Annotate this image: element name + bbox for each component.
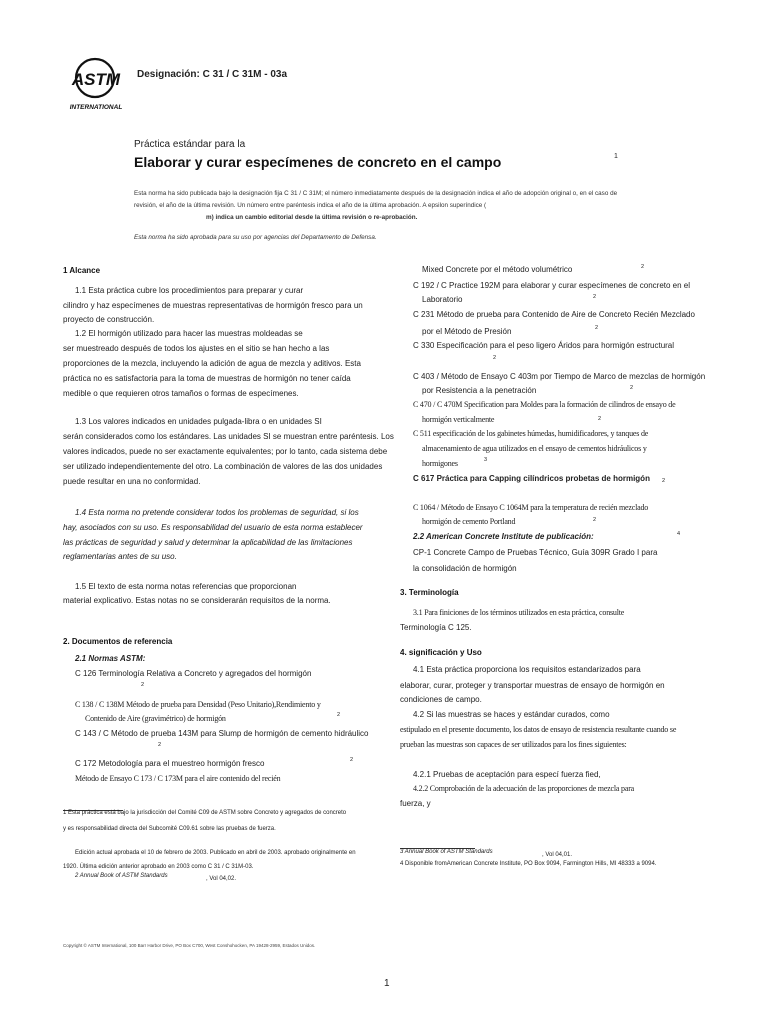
footnote-ref-right: 2 — [641, 264, 645, 270]
text-line-footnotes_left: 1 Esta práctica está bajo la jurisdicción del Comité C09 de ASTM sobre Concreto y agregados de concreto — [63, 810, 347, 816]
intro-paragraph — [134, 188, 744, 224]
text-line-right: 3.1 Para finiciones de los términos utilizados en esta práctica, consulte — [413, 608, 625, 617]
text-line-right: 4.2.1 Pruebas de aceptación para especí fuerza fied, — [413, 770, 601, 779]
text-line-right: 4.2 Si las muestras se haces y estándar curados, como — [413, 710, 610, 719]
text-line-footnotes_left: 1920. Última edición anterior aprobado en 2003 como C 31 / C 31M-03. — [63, 864, 254, 870]
text-line-footnotes_right: , Vol 04,01. — [542, 852, 573, 858]
text-line-right: la consolidación de hormigón — [413, 564, 517, 573]
logo-text: ASTM — [71, 70, 121, 89]
footnote-ref-left: 2 — [141, 682, 145, 688]
text-line-left: medible o que requieren otros tamaños o formas de especímenes. — [63, 389, 299, 398]
text-line-right: C 470 / C 470M Specification para Moldes para la formación de cilindros de ensayo de — [413, 400, 676, 409]
text-line-right: C 403 / Método de Ensayo C 403m por Tiempo de Marco de mezclas de hormigón — [413, 372, 706, 381]
text-line-left: C 138 / C 138M Método de prueba para Densidad (Peso Unitario),Rendimiento y — [75, 700, 321, 709]
footnote-ref-right: 2 — [662, 478, 666, 484]
text-line-left: Contenido de Aire (gravimétrico) de hormigón — [85, 714, 226, 723]
text-line-right: por el Método de Presión — [422, 327, 512, 336]
text-line-right: 3. Terminología — [400, 588, 459, 597]
text-line-left: C 143 / C Método de prueba 143M para Slump de hormigón de cemento hidráulico — [75, 729, 369, 738]
text-line-right: CP-1 Concrete Campo de Pruebas Técnico, Guía 309R Grado I para — [413, 548, 658, 557]
text-line-footnotes_left: Edición actual aprobada el 10 de febrero de 2003. Publicado en abril de 2003. aprobado originalmente en — [75, 850, 356, 856]
text-line-left: práctica no es satisfactoria para la toma de muestras de hormigón no tener caída — [63, 374, 351, 383]
text-line-left: C 172 Metodología para el muestreo hormigón fresco — [75, 759, 265, 768]
copyright-footer: Copyright © ASTM International, 100 Barr Harbor Drive, PO Box C700, West Conshohocken, PA 19428-2959, Estados Unidos. — [63, 943, 316, 948]
text-line-right: almacenamiento de agua utilizados en el ensayo de cementos hidráulicos y — [422, 444, 647, 453]
logo-subtext: INTERNATIONAL — [69, 104, 123, 111]
text-line-right: 4. significación y Uso — [400, 648, 482, 657]
text-line-left: las prácticas de seguridad y salud y determinar la aplicabilidad de las limitaciones — [63, 538, 353, 547]
page-number: 1 — [384, 978, 390, 989]
text-line-left: 1.1 Esta práctica cubre los procedimientos para preparar y curar — [75, 286, 304, 295]
text-line-footnotes_right: 3 Annual Book of ASTM Standards — [400, 849, 493, 855]
text-line-right: Mixed Concrete por el método volumétrico — [422, 265, 573, 274]
text-line-right: Terminología C 125. — [400, 623, 472, 632]
text-line-right: C 192 / C Practice 192M para elaborar y curar especímenes de concreto en el — [413, 281, 691, 290]
intro-line: m) indica un cambio editorial desde la última revisión o re-aprobación. — [206, 214, 418, 221]
astm-logo — [63, 56, 129, 114]
text-line-left: ser muestreado después de todos los ajustes en el sitio se han hecho a las — [63, 344, 330, 353]
text-line-footnotes_left: 2 Annual Book of ASTM Standards — [75, 873, 168, 879]
text-line-right: 4.1 Esta práctica proporciona los requisitos estandarizados para — [413, 665, 641, 674]
text-line-left: hay, asociados con su uso. Es responsabilidad del usuario de esta norma establecer — [63, 523, 363, 532]
text-line-left: proyecto de construcción. — [63, 315, 155, 324]
text-line-footnotes_right: 4 Disponible fromAmerican Concrete Institute, PO Box 9094, Farmington Hills, MI 48333 a 9094. — [400, 861, 657, 867]
text-line-left: cilindro y haz especímenes de muestras representativas de hormigón fresco para un — [63, 301, 363, 310]
text-line-right: C 330 Especificación para el peso ligero Áridos para hormigón estructural — [413, 341, 675, 350]
text-line-footnotes_left: y es responsabilidad directa del Subcomité C09.61 sobre las pruebas de fuerza. — [63, 826, 276, 832]
text-line-right: C 511 especificación de los gabinetes húmedas, humidificadores, y tanques de — [413, 429, 649, 438]
footnote-ref-left: 2 — [158, 742, 162, 748]
intro-line: revisión, el año de la última revisión. Un número entre paréntesis indica el año de la última aprobación. A epsilon superíndice ( — [134, 202, 487, 209]
text-line-right: hormigón de cemento Portland — [422, 517, 516, 526]
footnote-ref-right: 2 — [595, 325, 599, 331]
text-line-right: hormigones — [422, 459, 458, 468]
text-line-left: serán considerados como los estándares. Las unidades SI se muestran entre paréntesis. Los — [63, 432, 394, 441]
text-line-right: C 617 Práctica para Capping cilíndricos probetas de hormigón — [413, 474, 650, 483]
text-line-left: 2.1 Normas ASTM: — [75, 654, 146, 663]
text-line-left: Método de Ensayo C 173 / C 173M para el aire contenido del recién — [75, 774, 281, 783]
text-line-right: fuerza, y — [400, 799, 431, 808]
text-line-right: C 1064 / Método de Ensayo C 1064M para la temperatura de recién mezclado — [413, 503, 649, 512]
footnote-ref-right: 2 — [493, 355, 497, 361]
designation: Designación: C 31 / C 31M - 03a — [137, 69, 288, 80]
text-line-footnotes_left: , Vol 04,02. — [206, 876, 237, 882]
footnote-ref-right: 2 — [598, 416, 602, 422]
text-line-left: material explicativo. Estas notas no se considerarán requisitos de la norma. — [63, 596, 331, 605]
text-line-right: 2.2 American Concrete Institute de publicación: — [413, 532, 594, 541]
footnote-ref-right: 2 — [593, 294, 597, 300]
text-line-left: proporciones de la mezcla, incluyendo la adición de agua de mezcla y aditivos. Esta — [63, 359, 361, 368]
text-line-left: ser utilizado independientemente del otro. La combinación de valores de las dos unidades — [63, 462, 383, 471]
text-line-left: 1.2 El hormigón utilizado para hacer las muestras moldeadas se — [75, 329, 303, 338]
text-line-left: 1 Alcance — [63, 266, 101, 275]
title-superscript: 1 — [614, 153, 618, 160]
text-line-right: hormigón verticalmente — [422, 415, 495, 424]
text-line-left: 1.5 El texto de esta norma notas referencias que proporcionan — [75, 582, 297, 591]
text-line-right: condiciones de campo. — [400, 695, 482, 704]
text-line-left: 1.3 Los valores indicados en unidades pulgada-libra o en unidades SI — [75, 417, 322, 426]
text-line-left: 2. Documentos de referencia — [63, 637, 173, 646]
text-line-left: reglamentarias antes de su uso. — [63, 552, 177, 561]
text-line-right: estipulado en el presente documento, los datos de ensayo de resistencia resultante cuando se — [400, 725, 677, 734]
text-line-left: valores indicados, puede no ser exactamente equivalentes; por lo tanto, cada sistema debe — [63, 447, 388, 456]
pre-title: Práctica estándar para la — [134, 139, 246, 150]
footnote-ref-left: 2 — [337, 712, 341, 718]
dod-approval-note: Esta norma ha sido aprobada para su uso por agencias del Departamento de Defensa. — [134, 234, 377, 241]
text-line-left: C 126 Terminología Relativa a Concreto y agregados del hormigón — [75, 669, 312, 678]
footnote-ref-left: 2 — [350, 757, 354, 763]
text-line-left: 1.4 Esta norma no pretende considerar todos los problemas de seguridad, si los — [75, 508, 359, 517]
footnote-ref-right: 4 — [677, 531, 681, 537]
footnote-ref-right: 2 — [630, 385, 634, 391]
text-line-left: puede resultar en una no conformidad. — [63, 477, 201, 486]
text-line-right: Laboratorio — [422, 295, 463, 304]
text-line-right: C 231 Método de prueba para Contenido de Aire de Concreto Recién Mezclado — [413, 310, 695, 319]
footnote-ref-right: 2 — [593, 517, 597, 523]
text-line-right: prueban las muestras son capaces de ser utilizados para los fines siguientes: — [400, 740, 627, 749]
text-line-right: elaborar, curar, proteger y transportar muestras de ensayo de hormigón en — [400, 681, 665, 690]
intro-line: Esta norma ha sido publicada bajo la designación fija C 31 / C 31M; el número inmediatamente después de la designación indica el año de adopción original o, en el caso de — [134, 190, 618, 197]
text-line-right: por Resistencia a la penetración — [422, 386, 537, 395]
document-title: Elaborar y curar especímenes de concreto en el campo — [134, 154, 502, 170]
footnote-ref-right: 3 — [484, 457, 488, 463]
text-line-right: 4.2.2 Comprobación de la adecuación de las proporciones de mezcla para — [413, 784, 635, 793]
